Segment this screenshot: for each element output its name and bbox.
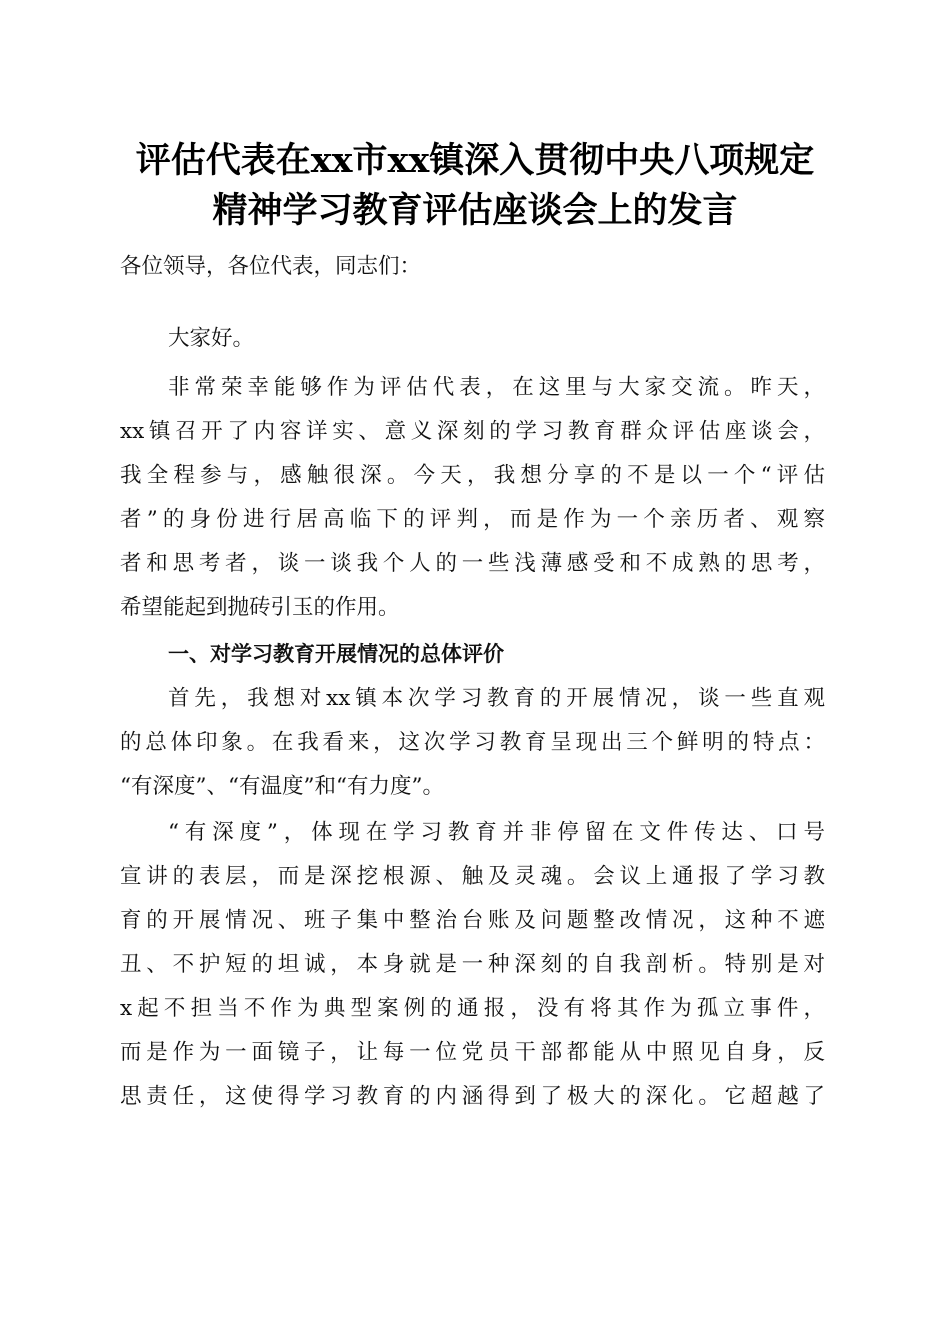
paragraph-line: 丑、不护短的坦诚，本身就是一种深刻的自我剖析。特别是对 <box>120 952 825 977</box>
document-title <box>90 136 860 236</box>
paragraph-line: x起不担当不作为典型案例的通报，没有将其作为孤立事件， <box>120 996 825 1021</box>
paragraph-line: “有深度”、“有温度”和“有力度”。 <box>120 774 444 799</box>
paragraph-line: 思责任，这使得学习教育的内涵得到了极大的深化。它超越了 <box>120 1084 825 1109</box>
paragraph-line: “有深度”，体现在学习教育并非停留在文件传达、口号 <box>168 820 825 845</box>
greeting: 大家好。 <box>168 326 255 351</box>
paragraph-line: 宣讲的表层，而是深挖根源、触及灵魂。会议上通报了学习教 <box>120 864 825 889</box>
paragraph-line: 者”的身份进行居高临下的评判，而是作为一个亲历者、观察 <box>120 507 825 532</box>
paragraph-line: 非常荣幸能够作为评估代表，在这里与大家交流。昨天， <box>168 375 825 400</box>
salutation: 各位领导，各位代表，同志们： <box>120 254 422 279</box>
paragraph-line: 首先，我想对xx镇本次学习教育的开展情况，谈一些直观 <box>168 686 825 711</box>
paragraph-line: 者和思考者，谈一谈我个人的一些浅薄感受和不成熟的思考， <box>120 551 825 576</box>
paragraph-line: 的总体印象。在我看来，这次学习教育呈现出三个鲜明的特点： <box>120 730 825 755</box>
paragraph-line: 而是作为一面镜子，让每一位党员干部都能从中照见自身，反 <box>120 1040 825 1065</box>
paragraph-line: 希望能起到抛砖引玉的作用。 <box>120 595 400 620</box>
paragraph-line: 我全程参与，感触很深。今天，我想分享的不是以一个“评估 <box>120 463 825 488</box>
paragraph-line: 育的开展情况、班子集中整治台账及问题整改情况，这种不遮 <box>120 908 825 933</box>
title-line-1: 评估代表在xx市xx镇深入贯彻中央八项规定 <box>135 140 815 181</box>
paragraph-line: xx镇召开了内容详实、意义深刻的学习教育群众评估座谈会， <box>120 419 825 444</box>
title-line-2: 精神学习教育评估座谈会上的发言 <box>212 190 738 231</box>
section-heading: 一、对学习教育开展情况的总体评价 <box>168 642 504 666</box>
